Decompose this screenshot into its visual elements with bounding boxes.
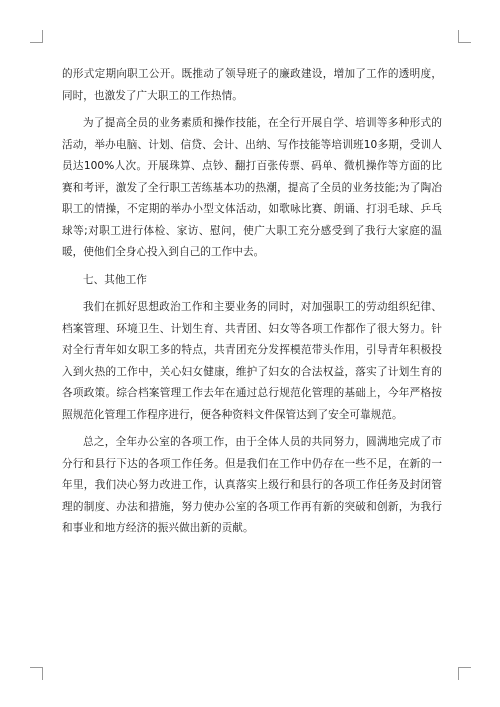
crop-mark-bottom-left [30, 667, 43, 680]
section-heading: 七、其他工作 [83, 273, 147, 286]
crop-mark-top-right [458, 30, 471, 43]
paragraph-continuation: 的形式定期向职工公开。既推动了领导班子的廉政建设，增加了工作的透明度，同时，也激发了广大职工的工作热情。 [62, 68, 442, 102]
paragraph-training: 为了提高全员的业务素质和操作技能，在全行开展自学、培训等多种形式的活动，举办电脑、计划、信贷、会计、出纳、写作技能等培训班10多期，受训人员达100%人次。开展珠算、点钞、翻打百张传票、码单、微机操作等方面的比赛和考评，激发了全行职工苦练基本功的热潮，提高了全员的业务技能;为了陶冶职工的情操，不定期的举办小型文体活动，如歌咏比赛、朗诵、打羽毛球、乒乓球等;对职工进行体检、家访、慰问，使广大职工充分感受到了我行大家庭的温暖，使他们全身心投入到自己的工作中去。 [62, 117, 442, 258]
paragraph-summary: 总之，全年办公室的各项工作，由于全体人员的共同努力，圆满地完成了市分行和县行下达的各项工作任务。但是我们在工作中仍存在一些不足，在新的一年里，我们决心努力改进工作，认真落实上级行和县行的各项工作任务及封闭管理的制度、办法和措施，努力使办公室的各项工作再有新的突破和创新，为我行和事业和地方经济的振兴做出新的贡献。 [62, 436, 442, 534]
paragraph-other-work: 我们在抓好思想政治工作和主要业务的同时，对加强职工的劳动组织纪律、档案管理、环境卫生、计划生育、共青团、妇女等各项工作都作了很大努力。针对全行青年如女职工多的特点，共青团充分发挥模范带头作用，引导青年积极投入到火热的工作中，关心妇女健康，维护了妇女的合法权益，落实了计划生育的各项政策。综合档案管理工作去年在通过总行规范化管理的基础上，今年严格按照规范化管理工作程序进行，便各种资料文件保管达到了安全可靠规范。 [62, 301, 442, 421]
document-body [62, 64, 442, 546]
crop-mark-bottom-right [458, 667, 471, 680]
crop-mark-top-left [30, 30, 43, 43]
